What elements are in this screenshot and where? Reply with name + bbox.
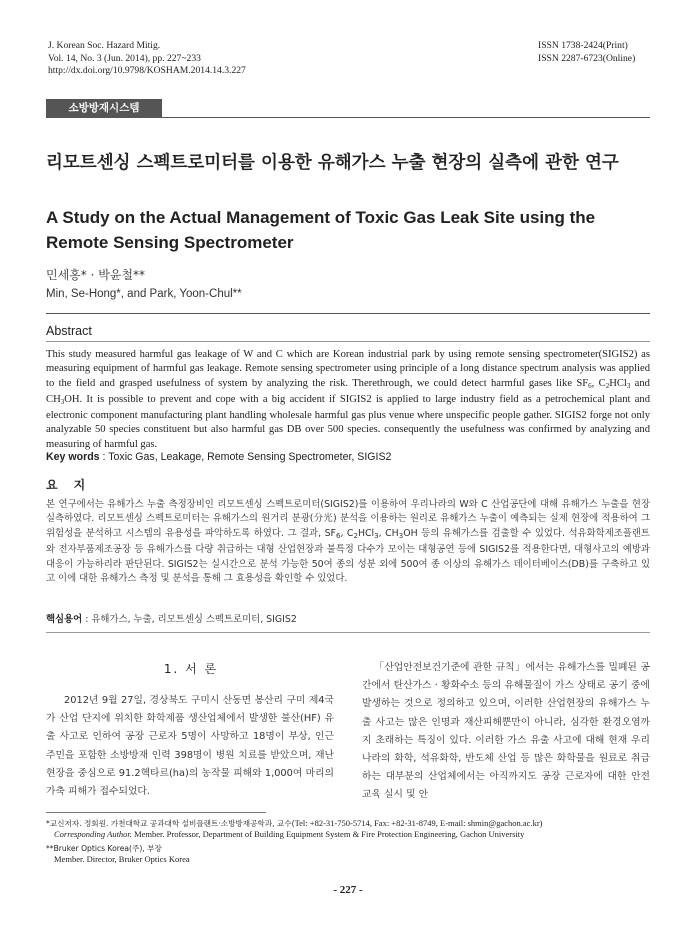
issn-online: ISSN 2287-6723(Online) xyxy=(538,52,636,64)
section-heading: 1. 서 론 xyxy=(163,662,219,676)
keywords-label: Key words xyxy=(46,451,100,463)
summary-korean: 본 연구에서는 유해가스 누출 측정장비인 리모트센싱 스펙트로미터(SIGIS2)를 이용하여 우리나라의 W와 C 산업공단에 대해 유해가스 누출을 현장 실측하였다. 리모트센싱 스펙트로미터는 유해가스의 원거리 분광(分光) 분석을 이용하는 원리로 유해가스 누출이 예측되는 실제 현장에 적용하여 그 위험성을 분석하고 시스템의 유용성을 파악하도록 하였다. 그 결과, $SF_6$, $C_2HCl_3$, $CH_3OH$ 등의 유해가스를 검출할 수 있었다. 석유화학제조플랜트와 전자부품제조공장 등 유해가스를 다량 취급하는 대형 산업현장과 불특정 다수가 모이는 대형공연 등에 SIGIS2를 적용한다면, 대형사고의 예방과 대응이 가능하리라 판단된다. SIGIS2는 실시간으로 분석 가능한 50여 종의 성분 외에 500여 종 이상의 유해가스 데이터베이스(DB)를 구축하고 있고 이에 대한 유해가스 측정 및 분석을 통해 그 효용성을 확인할 수 있었다. xyxy=(46,499,650,585)
doi-link[interactable]: http://dx.doi.org/10.9798/KOSHAM.2014.14.3.227 xyxy=(48,65,246,76)
keywords: Key words : Toxic Gas, Leakage, Remote Sensing Spectrometer, SIGIS2 xyxy=(46,451,392,463)
volume-info: Vol. 14, No. 3 (Jun. 2014), pp. 227~233 xyxy=(48,52,201,64)
keywords-korean-label: 핵심용어 xyxy=(46,614,83,625)
issn-print: ISSN 1738-2424(Print) xyxy=(538,40,628,51)
category-tag: 소방방재시스템 xyxy=(46,99,162,117)
intro-right-column: 「산업안전보건기준에 관한 규칙」에서는 유해가스를 밀폐된 공간에서 탄산가스 · 황화수소 등의 유해물질이 가스 상태로 공기 중에 발생하는 것으로 정의하고 있으며, 이러한 산업현장의 유해가스 누출 사고는 많은 인명과 재산피해뿐만이 아니라, 심각한 환경오염까지 초래하는 특징이 있다. 이러한 가스 유출 사고에 대해 현재 우리나라의 화학, 석유화학, 반도체 산업 등 많은 화학물을 원료로 취급하는 대부분의 산업체에서는 아직까지도 공장 근로자에 대한 안전 교육 실시 및 안 xyxy=(362,662,650,801)
title-english: A Study on the Actual Management of Toxic Gas Leak Site using the Remote Sensing Spectrometer xyxy=(46,208,596,252)
abstract-heading: Abstract xyxy=(46,324,92,338)
keywords-korean: 핵심용어 : 유해가스, 누출, 리모트센싱 스펙트로미터, SIGIS2 xyxy=(46,614,297,625)
footnote-1: *교신저자. 정회원. 가천대학교 공과대학 설비플랜트·소방방재공학과, 교수(Tel: +82-31-750-5714, Fax: +82-31-8749, E-mail: shmin@gachon.ac.kr) Corresponding Author. Member. Professor, Department of Building Equipment System & Fire Protection Engineering, Gachon University xyxy=(46,818,543,839)
summary-bottom-rule xyxy=(46,632,650,633)
footnote-2: **Bruker Optics Korea(주), 부장 Member. Director, Bruker Optics Korea xyxy=(46,844,190,864)
abstract-text: This study measured harmful gas leakage of W and C which are Korean industrial park by using remote sensing spectrometer(SIGIS2) as measuring equipment of harmful gas leakage. Remote sensing spectrometer using principle of a long distance spectrum analysis was applied to the field and grasped usefulness of system by analyzing the risk. Therethrough, we could detect harmful gases like $SF_6$, $C_2HCl_3$ and $CH_3OH$. It is possible to prevent and cope with a big accident if SIGIS2 is applied to large industry field as a petrochemical plant and electronic component manufacturing plant handling wholesale harmful gas plus venue where unspecific people gather. SIGIS2 forge not only analyzable 50 species constituent but also harmful gas DB over 500 species. consequently the usefulness was confirmed by analyzing and measuring of harmful gas. xyxy=(46,349,650,450)
authors-english: Min, Se-Hong*, and Park, Yoon-Chul** xyxy=(46,288,242,300)
journal-name: J. Korean Soc. Hazard Mitig. xyxy=(48,40,161,51)
summary-heading: 요지 xyxy=(46,478,102,492)
abstract-heading-rule xyxy=(46,341,650,342)
footnote-rule xyxy=(46,812,266,813)
journal-header xyxy=(48,40,246,78)
title-korean: 리모트센싱 스펙트로미터를 이용한 유해가스 누출 현장의 실측에 관한 연구 xyxy=(46,153,619,173)
header-rule xyxy=(46,117,650,118)
abstract-top-rule xyxy=(46,313,650,314)
page-number: - 227 - xyxy=(333,884,363,896)
authors-korean: 민세홍* · 박윤철** xyxy=(46,268,145,282)
intro-left-column: 2012년 9월 27일, 경상북도 구미시 산동면 봉산리 구미 제4국가 산업 단지에 위치한 화학제품 생산업체에서 발생한 불산(HF) 유출 사고로 인하여 공장 근로자 5명이 사망하고 18명이 부상, 인근 주민을 포함한 소방방재 인력 398명이 병원 치료를 받았으며, 재난현장을 중심으로 91.2헥타르(ha)의 농작물 피해와 1,000여 마리의 가축 피해가 접수되었다. xyxy=(46,695,334,798)
issn-block xyxy=(538,40,648,65)
